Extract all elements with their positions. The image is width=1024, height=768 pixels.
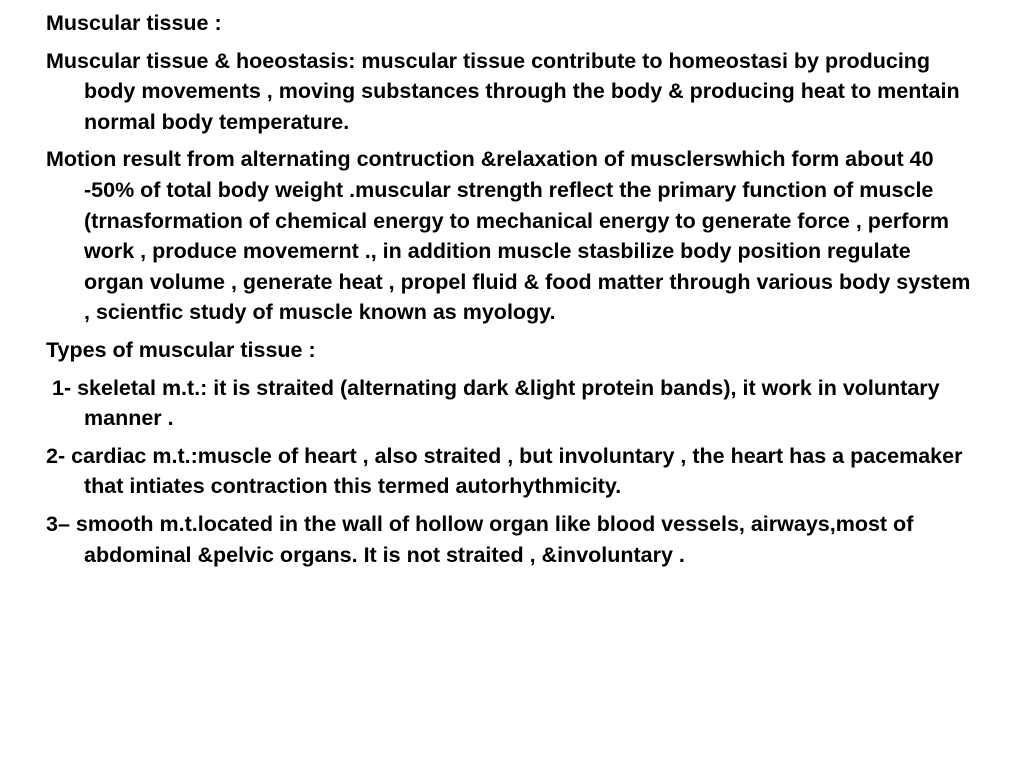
paragraph-motion: Motion result from alternating contruction &relaxation of musclerswhich form about 40 -50% of total body weight .muscular strength reflect the primary function of muscle (trnasformation of chemical energy to mechanical energy to generate force , perform work , produce movemernt ., in addition muscle stasbilize body position regulate organ volume , generate heat , propel fluid & food matter through various body system , scientfic study of muscle known as myology. <box>46 147 971 325</box>
heading-muscular-tissue: Muscular tissue : <box>46 11 222 35</box>
slide-body <box>46 8 976 577</box>
paragraph-homeostasis: Muscular tissue & hoeostasis: muscular tissue contribute to homeostasi by producing body movements , moving substances through the body & producing heat to mentain normal body temperature. <box>46 48 960 134</box>
item-cardiac: 2- cardiac m.t.:muscle of heart , also straited , but involuntary , the heart has a pacemaker that intiates contraction this termed autorhythmicity. <box>46 443 963 499</box>
heading-types: Types of muscular tissue : <box>46 337 316 362</box>
item-skeletal: 1- skeletal m.t.: it is straited (alternating dark &light protein bands), it work in voluntary manner . <box>46 375 946 431</box>
item-smooth: 3– smooth m.t.located in the wall of hollow organ like blood vessels, airways,most of abdominal &pelvic organs. It is not straited , &involuntary . <box>46 511 914 567</box>
